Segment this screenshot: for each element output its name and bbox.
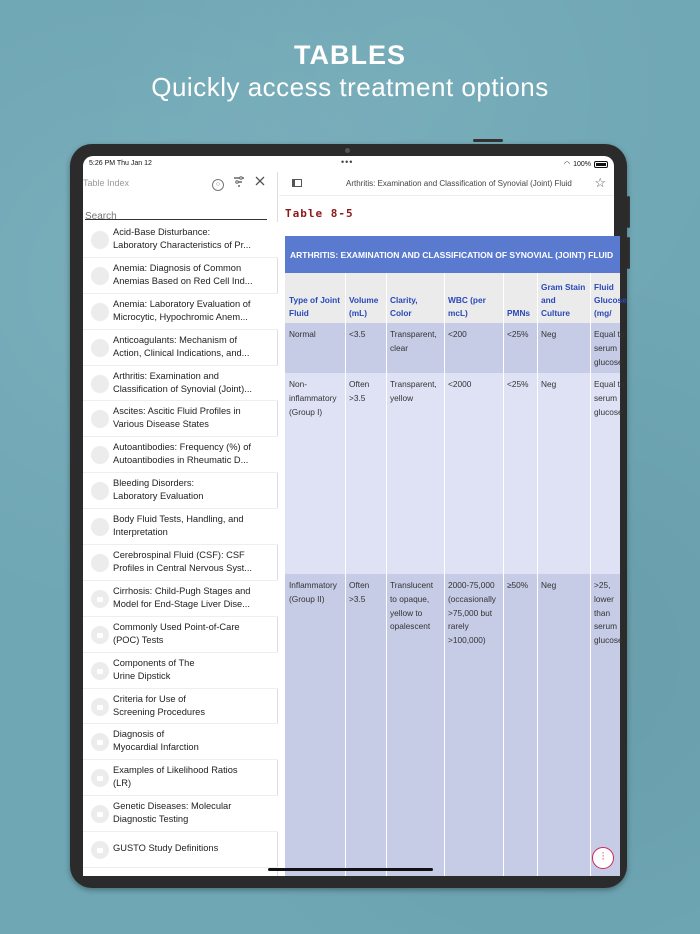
table-cell: Transparent, clear [390,329,437,353]
sidebar-toggle-icon[interactable] [292,179,302,187]
lock-circle-icon [91,733,109,751]
list-item[interactable] [83,653,278,689]
list-item[interactable] [83,366,278,402]
column-divider [444,273,445,876]
list-item-line2: Autoantibodies in Rheumatic D... [113,455,249,466]
filter-icon[interactable] [232,176,246,190]
column-divider [503,273,504,876]
column-header: Type of Joint Fluid [289,295,341,318]
list-item-label [113,800,261,826]
table-cell: <25% [507,379,529,389]
detail-toolbar [279,172,614,196]
column-divider [590,273,591,876]
tablet-top-button [473,139,503,142]
list-item-line1: Acid-Base Disturbance: [113,227,211,237]
list-item-line1: Ascites: Ascitic Fluid Profiles in [113,406,241,417]
list-item-line2: Urine Dipstick [113,670,171,681]
favorite-star-icon[interactable]: ☆ [594,175,606,190]
list-item[interactable] [83,724,278,760]
list-item-line1: Genetic Diseases: Molecular [113,801,232,812]
list-item-label [113,370,261,396]
lock-circle-icon [91,375,109,393]
multitask-dots-icon[interactable]: ••• [341,157,354,167]
hero-subtitle: Quickly access treatment options [151,72,549,102]
table-row [285,373,625,574]
list-item-line2: Various Disease States [113,419,209,430]
list-item-label [113,262,261,288]
lock-circle-icon [91,554,109,572]
list-item-line1: Bleeding Disorders: [113,478,195,489]
table-number: Table 8-5 [285,207,354,220]
list-item-line2: (LR) [113,778,132,789]
list-item[interactable] [83,401,278,437]
table-cell: <2000 [448,379,472,389]
tune-settings-button[interactable]: ⫶ [592,847,614,869]
lock-circle-icon [91,805,109,823]
lock-circle-icon [91,698,109,716]
tablet-volume-down-button [627,237,630,269]
list-item[interactable] [83,545,278,581]
list-item-line1: Cirrhosis: Child-Pugh Stages and [113,585,251,596]
search-input[interactable] [85,211,267,222]
list-item-label [113,621,261,647]
home-indicator [268,868,433,871]
table-cell: Often >3.5 [349,379,370,403]
list-item-line2: Diagnostic Testing [113,814,189,825]
list-item-line2: Myocardial Infarction [113,742,199,753]
table-index-sidebar [83,172,278,876]
table-cell: Neg [541,329,557,339]
lock-circle-icon [91,446,109,464]
table-cell: Transparent, yellow [390,379,437,403]
list-item[interactable] [83,509,278,545]
column-divider [386,273,387,876]
table-detail [279,172,627,876]
list-item-line1: Autoantibodies: Frequency (%) of [113,442,251,453]
search-icon[interactable]: ○ [211,176,225,190]
list-item-label [113,513,261,539]
list-item[interactable] [83,222,278,258]
lock-circle-icon [91,482,109,500]
list-item-label [113,728,261,754]
list-item-label [113,764,261,790]
list-item[interactable] [83,617,278,653]
list-item[interactable] [83,473,278,509]
table-cell: ≥50% [507,580,529,590]
list-item[interactable] [83,258,278,294]
list-item-line2: Microcytic, Hypochromic Anem... [113,311,248,322]
list-item[interactable] [83,689,278,725]
list-item-line1: Arthritis: Examination and [113,370,219,381]
list-item-line2: Interpretation [113,527,168,538]
column-header: PMNs [507,308,531,318]
table-cell: Neg [541,379,557,389]
table-cell: Normal [289,329,316,339]
table-cell: Equal to serum glucose [594,329,625,367]
column-header: WBC (per mcL) [448,295,486,318]
column-header: Gram Stain and Culture [541,282,586,318]
search-field[interactable] [85,206,267,220]
battery-percent: 100% [573,160,591,168]
list-item-line2: Profiles in Central Nervous Syst... [113,563,252,574]
list-item-line1: Criteria for Use of [113,693,186,704]
lock-circle-icon [91,590,109,608]
column-divider [345,273,346,876]
column-header: Volume (mL) [349,295,379,318]
list-item-line2: Anemias Based on Red Cell Ind... [113,275,253,286]
lock-circle-icon [91,662,109,680]
status-time: 5:26 PM Thu Jan 12 [89,160,152,167]
list-item-line1: Examples of Likelihood Ratios [113,765,238,776]
table-cell: Translucent to opaque, yellow to opalescent [390,580,434,632]
list-item[interactable] [83,437,278,473]
column-header: Fluid Glucose (mg/ [594,282,627,318]
list-item-line1: Components of The [113,657,195,668]
table-cell: Non-inflammatory (Group I) [289,379,337,417]
table-cell: <3.5 [349,329,366,339]
list-item-line2: Screening Procedures [113,706,205,717]
table-row [285,574,623,876]
list-item-label [113,657,261,683]
tablet-volume-up-button [627,196,630,228]
battery-icon [594,161,608,168]
list-item-label [113,477,261,503]
lock-circle-icon [91,339,109,357]
status-right [564,160,608,168]
list-item-line2: Laboratory Evaluation [113,491,204,502]
table-index-list [83,222,278,868]
screen [83,156,627,876]
table-banner: ARTHRITIS: EXAMINATION AND CLASSIFICATION OF SYNOVIAL (JOINT) FLUID [285,236,620,273]
lock-circle-icon [91,626,109,644]
table-cell: <25% [507,329,529,339]
list-item-label [113,441,261,467]
list-item-label [113,226,261,252]
table-cell: Often >3.5 [349,580,370,604]
table-header-row [285,273,627,323]
table-cell: <200 [448,329,467,339]
list-item-label [113,405,261,431]
list-item[interactable] [83,581,278,617]
lock-circle-icon [91,267,109,285]
list-item-line1: Anemia: Laboratory Evaluation of [113,298,251,309]
status-bar [83,156,614,172]
lock-circle-icon [91,518,109,536]
list-item-label [113,693,261,719]
list-item[interactable] [83,294,278,330]
list-item-label [113,842,261,855]
list-item-line2: Model for End-Stage Liver Dise... [113,598,250,609]
list-item-line1: Anemia: Diagnosis of Common [113,262,242,273]
list-item-line1: Body Fluid Tests, Handling, and [113,514,244,525]
lock-circle-icon [91,303,109,321]
lock-circle-icon [91,769,109,787]
list-item-line1: Diagnosis of [113,729,165,740]
list-item-line1: Anticoagulants: Mechanism of [113,334,238,345]
list-item-line2: Action, Clinical Indications, and... [113,347,250,358]
camera-icon [345,148,350,153]
lock-circle-icon [91,841,109,859]
list-item-line2: Classification of Synovial (Joint)... [113,383,252,394]
close-icon[interactable] [253,176,267,190]
lock-circle-icon [91,410,109,428]
list-item-line2: (POC) Tests [113,634,164,645]
list-item-label [113,549,261,575]
wifi-icon: ◠ [563,161,571,168]
table-cell: 2000-75,000 (occasionally >75,000 but rarely >100,000) [448,580,496,646]
table-cell: >25, lower than serum glucose [594,580,623,646]
lock-circle-icon [91,231,109,249]
list-item[interactable] [83,330,278,366]
list-item-line2: Laboratory Characteristics of Pr... [113,240,251,250]
list-item-label [113,585,261,611]
sidebar-title: Table Index [83,178,130,188]
table-cell: Neg [541,580,557,590]
list-item-line1: GUSTO Study Definitions [113,843,219,854]
detail-title: Arthritis: Examination and Classification of Synovial (Joint) Fluid [346,179,572,188]
column-header: Clarity, Color [390,295,418,318]
list-item[interactable] [83,796,278,832]
tablet-frame [70,144,627,888]
list-item-label [113,334,261,360]
list-item[interactable] [83,760,278,796]
hero-title: TABLES [294,40,406,70]
list-item-line1: Cerebrospinal Fluid (CSF): CSF [113,550,245,561]
list-item-line1: Commonly Used Point-of-Care [113,621,240,632]
table-row [285,323,625,373]
table-cell: Inflammatory (Group II) [289,580,337,604]
list-item[interactable] [83,832,278,868]
table-cell: Equal to serum glucose [594,379,625,417]
sidebar-toolbar [83,172,277,196]
column-divider [537,273,538,876]
list-item-label [113,298,261,324]
